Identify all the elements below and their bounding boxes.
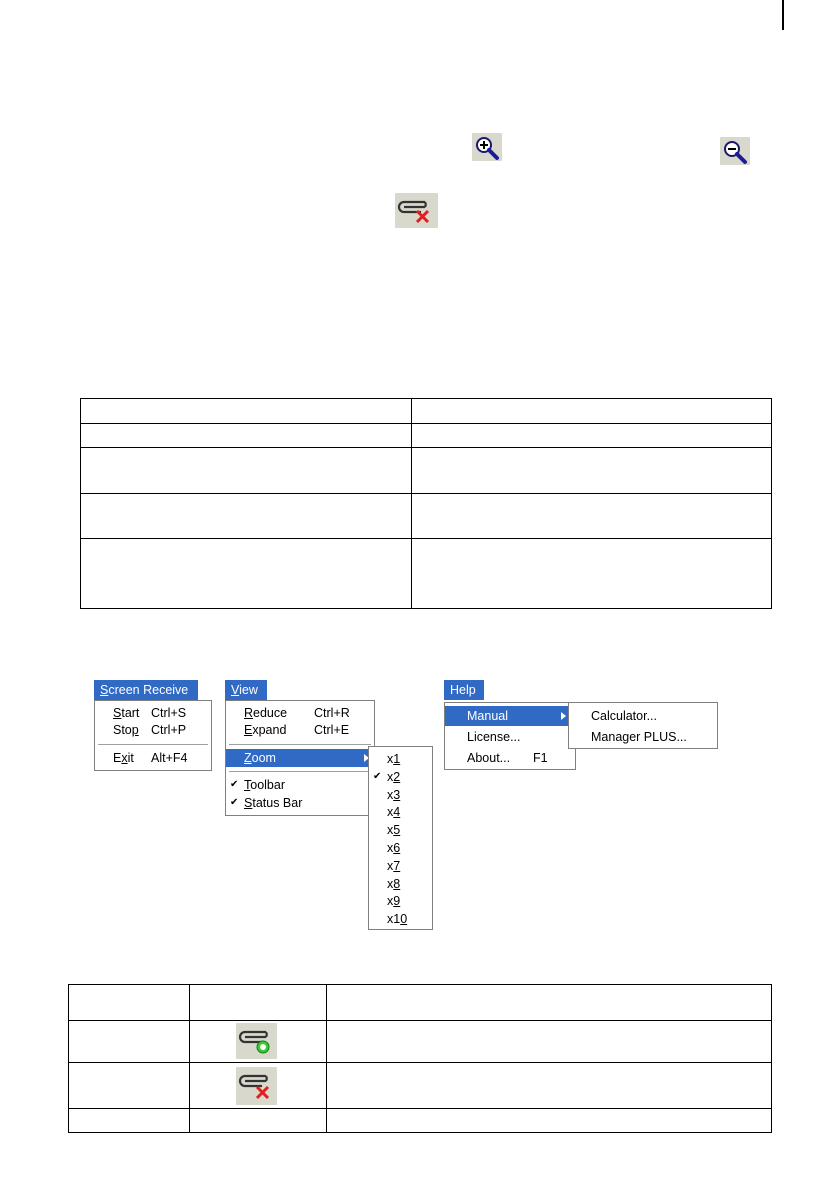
manual-label: Manual: [467, 709, 508, 723]
view-menu-panel: [225, 700, 375, 816]
page-edge-mark: [782, 0, 784, 30]
menu-item-status-bar[interactable]: [226, 794, 374, 812]
about-label: About...: [467, 751, 511, 765]
table-cell: [327, 1063, 772, 1109]
zoom-option-mnemonic: 5: [393, 823, 401, 838]
zoom-option[interactable]: [369, 875, 432, 893]
zoom-option-prefix: x: [387, 876, 394, 891]
help-menu-panel: [444, 702, 576, 770]
start-mnemonic: S: [113, 706, 122, 720]
table-row: [69, 1063, 772, 1109]
table-row: [69, 1109, 772, 1133]
table-cell: [69, 1109, 190, 1133]
table-cell: [81, 399, 412, 424]
zoom-option[interactable]: [369, 910, 432, 928]
zoom-mnemonic: Z: [244, 751, 252, 765]
table-cell: [412, 424, 772, 448]
table-cell: [412, 399, 772, 424]
toolbar-label: oolbar: [250, 778, 285, 792]
menu-item-calculator[interactable]: [569, 706, 717, 726]
table-row: [69, 1021, 772, 1063]
zoom-out-icon[interactable]: [720, 137, 750, 165]
menu-item-about[interactable]: [445, 748, 575, 769]
license-label: License...: [467, 730, 521, 744]
exit-shortcut: Alt+F4: [151, 751, 188, 765]
table-cell: [81, 539, 412, 609]
menu-item-manager-plus[interactable]: [569, 727, 717, 747]
start-shortcut: Ctrl+S: [151, 706, 187, 720]
zoom-option-prefix: x: [387, 894, 394, 909]
menu-item-license[interactable]: [445, 727, 575, 748]
check-mark-icon: ✔: [230, 797, 239, 808]
table-cell: [190, 1109, 327, 1133]
table-row: [81, 448, 772, 494]
table-cell: [412, 448, 772, 494]
reduce-shortcut: Ctrl+R: [314, 706, 350, 720]
zoom-option[interactable]: [369, 857, 432, 875]
screen-receive-menu-panel: [94, 700, 212, 771]
zoom-option-prefix: x: [387, 787, 394, 802]
menu-title-label: creen Receive: [108, 683, 189, 697]
menu-title-mnemonic: S: [100, 683, 109, 697]
table-row: [81, 539, 772, 609]
exit-mnemonic: x: [121, 751, 128, 765]
table-cell: [69, 1063, 190, 1109]
menu-screen-receive[interactable]: [94, 680, 198, 700]
zoom-option-prefix: x: [387, 769, 394, 784]
zoom-option-prefix: x: [387, 841, 394, 855]
menu-separator: [229, 744, 371, 746]
menu-item-zoom[interactable]: [226, 749, 374, 767]
check-mark-icon: ✔: [373, 770, 382, 782]
table-row: [69, 985, 772, 1021]
zoom-option-prefix: x: [387, 823, 394, 838]
submenu-arrow-icon: [561, 712, 566, 720]
menu-item-start[interactable]: [95, 704, 211, 722]
manager-plus-label: Manager PLUS...: [591, 730, 687, 744]
reduce-mnemonic: R: [244, 706, 254, 720]
zoom-option-prefix: x: [387, 752, 394, 766]
menu-item-reduce[interactable]: [226, 704, 374, 722]
table-cell: [327, 985, 772, 1021]
menu-item-toolbar[interactable]: [226, 776, 374, 794]
menu-item-expand[interactable]: [226, 721, 374, 739]
expand-mnemonic: E: [244, 723, 253, 737]
start-receive-icon[interactable]: [236, 1023, 277, 1059]
menu-title-label: iew: [239, 683, 258, 697]
table-row: [81, 424, 772, 448]
zoom-option[interactable]: [369, 803, 432, 821]
settings-table: [80, 398, 772, 609]
table-cell: [69, 1021, 190, 1063]
zoom-option-mnemonic: 9: [393, 894, 401, 909]
status-bar-label: tatus Bar: [252, 796, 303, 810]
menu-separator: [98, 744, 208, 746]
stop-receive-icon[interactable]: [236, 1067, 277, 1105]
zoom-option-mnemonic: 7: [393, 858, 401, 873]
about-shortcut: F1: [533, 751, 548, 765]
exit-label-post: it: [127, 751, 134, 765]
zoom-option-mnemonic: 8: [393, 876, 401, 891]
menu-item-exit[interactable]: [95, 749, 211, 767]
stop-mnemonic: p: [131, 723, 139, 737]
zoom-option[interactable]: [369, 839, 432, 857]
zoom-option-mnemonic: 3: [393, 787, 401, 802]
manual-submenu-panel: [568, 702, 718, 749]
zoom-option-prefix: x: [387, 858, 394, 873]
expand-shortcut: Ctrl+E: [314, 723, 350, 737]
zoom-option[interactable]: [369, 750, 432, 768]
stop-label: Sto: [113, 723, 132, 737]
table-cell: [81, 448, 412, 494]
menu-title-label: Help: [450, 683, 476, 697]
stop-shortcut: Ctrl+P: [151, 723, 187, 737]
table-cell: [190, 1021, 327, 1063]
menu-title-mnemonic: V: [231, 683, 240, 697]
zoom-option[interactable]: [369, 786, 432, 804]
table-cell: [69, 985, 190, 1021]
zoom-option-prefix: x: [387, 805, 394, 820]
table-cell: [412, 494, 772, 539]
zoom-option-prefix: x1: [387, 912, 401, 927]
zoom-option-mnemonic: 0: [400, 912, 408, 927]
table-cell: [327, 1109, 772, 1133]
zoom-option-mnemonic: 2: [393, 769, 401, 784]
stop-receive-icon[interactable]: [395, 193, 438, 228]
zoom-option-mnemonic: 1: [393, 752, 401, 766]
table-cell: [81, 494, 412, 539]
menu-separator: [229, 771, 371, 773]
start-label: tart: [121, 706, 140, 720]
calculator-label: Calculator...: [591, 709, 658, 723]
menu-item-manual[interactable]: [445, 706, 575, 726]
menu-view[interactable]: [225, 680, 267, 700]
zoom-label: oom: [251, 751, 276, 765]
table-cell: [327, 1021, 772, 1063]
table-cell: [81, 424, 412, 448]
exit-label-pre: E: [113, 751, 122, 765]
table-row: [81, 494, 772, 539]
menu-item-stop[interactable]: [95, 721, 211, 739]
zoom-option-mnemonic: 4: [393, 805, 401, 820]
toolbar-mnemonic: T: [244, 778, 251, 792]
zoom-in-icon[interactable]: [472, 133, 502, 161]
zoom-option[interactable]: [369, 892, 432, 910]
table-cell: [412, 539, 772, 609]
zoom-option[interactable]: [369, 768, 432, 786]
zoom-option[interactable]: [369, 821, 432, 839]
zoom-submenu-panel: [368, 746, 433, 930]
table-cell: [190, 1063, 327, 1109]
status-bar-mnemonic: S: [244, 796, 253, 810]
table-cell: [190, 985, 327, 1021]
reduce-label: educe: [253, 706, 288, 720]
zoom-option-mnemonic: 6: [393, 841, 401, 855]
table-row: [81, 399, 772, 424]
check-mark-icon: ✔: [230, 779, 239, 790]
menu-help[interactable]: [444, 680, 484, 700]
expand-label: xpand: [252, 723, 287, 737]
toolbar-buttons-table: [68, 984, 772, 1133]
